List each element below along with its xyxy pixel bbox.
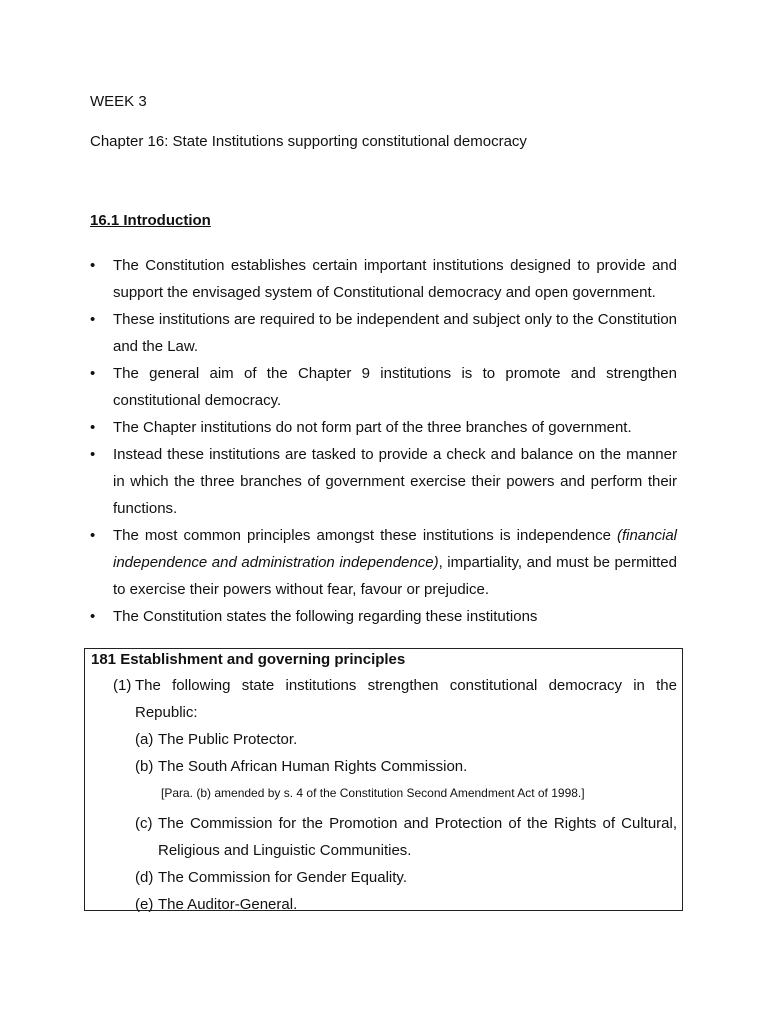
bullet-text: The Chapter institutions do not form part of the three branches of government. bbox=[113, 419, 632, 436]
constitution-excerpt-box bbox=[84, 648, 683, 911]
bullet-icon: • bbox=[90, 365, 96, 382]
institution-list bbox=[135, 726, 677, 918]
list-item bbox=[90, 252, 677, 306]
bullet-text-start: The most common principles amongst these institutions is independence bbox=[113, 527, 617, 544]
item-text: The Auditor-General. bbox=[158, 896, 298, 913]
list-item bbox=[135, 726, 677, 753]
bullet-icon: • bbox=[90, 257, 96, 274]
introduction-bullet-list bbox=[90, 252, 677, 630]
bullet-icon: • bbox=[90, 527, 96, 544]
item-label: (d) bbox=[135, 869, 154, 886]
bullet-icon: • bbox=[90, 446, 96, 463]
list-item bbox=[135, 864, 677, 891]
list-item bbox=[90, 441, 677, 522]
item-label: (e) bbox=[135, 896, 154, 913]
chapter-title: Chapter 16: State Institutions supporting constitutional democracy bbox=[90, 133, 527, 150]
list-item bbox=[90, 603, 677, 630]
clause-1 bbox=[113, 672, 677, 726]
item-text: The Commission for the Promotion and Protection of the Rights of Cultural, Religious and Linguistic Communities. bbox=[158, 815, 677, 859]
bullet-text: The Constitution establishes certain important institutions designed to provide and support the envisaged system of Constitutional democracy and open government. bbox=[113, 257, 677, 301]
item-text: The Public Protector. bbox=[158, 731, 298, 748]
bullet-text-italic: (financial independence and administration independence) bbox=[113, 527, 677, 571]
list-item bbox=[90, 522, 677, 603]
list-item bbox=[90, 360, 677, 414]
bullet-text: The Constitution states the following regarding these institutions bbox=[113, 608, 538, 625]
excerpt-title: 181 Establishment and governing principles bbox=[91, 651, 406, 668]
list-item bbox=[90, 306, 677, 360]
bullet-icon: • bbox=[90, 419, 96, 436]
item-label: (b) bbox=[135, 758, 154, 775]
bullet-text: Instead these institutions are tasked to provide a check and balance on the manner in which the three branches of government exercise their powers and perform their functions. bbox=[113, 446, 677, 517]
week-label: WEEK 3 bbox=[90, 93, 147, 110]
bullet-text: The general aim of the Chapter 9 institutions is to promote and strengthen constitutional democracy. bbox=[113, 365, 677, 409]
list-item bbox=[135, 753, 677, 780]
list-item bbox=[135, 810, 677, 864]
bullet-icon: • bbox=[90, 311, 96, 328]
list-item bbox=[90, 414, 677, 441]
item-text: The South African Human Rights Commission. bbox=[158, 758, 468, 775]
clause-number: (1) bbox=[113, 677, 132, 694]
item-text: The Commission for Gender Equality. bbox=[158, 869, 407, 886]
bullet-icon: • bbox=[90, 608, 96, 625]
section-heading: 16.1 Introduction bbox=[90, 212, 211, 229]
item-label: (a) bbox=[135, 731, 154, 748]
item-label: (c) bbox=[135, 815, 153, 832]
list-item bbox=[135, 891, 677, 918]
bullet-text: These institutions are required to be independent and subject only to the Constitution and the Law. bbox=[113, 311, 677, 355]
bullet-text-end: , impartiality, and must be permitted to exercise their powers without fear, favour or prejudice. bbox=[113, 554, 677, 598]
clause-text: The following state institutions strengthen constitutional democracy in the Republic: bbox=[135, 677, 677, 721]
amendment-note: [Para. (b) amended by s. 4 of the Constitution Second Amendment Act of 1998.] bbox=[161, 786, 585, 800]
